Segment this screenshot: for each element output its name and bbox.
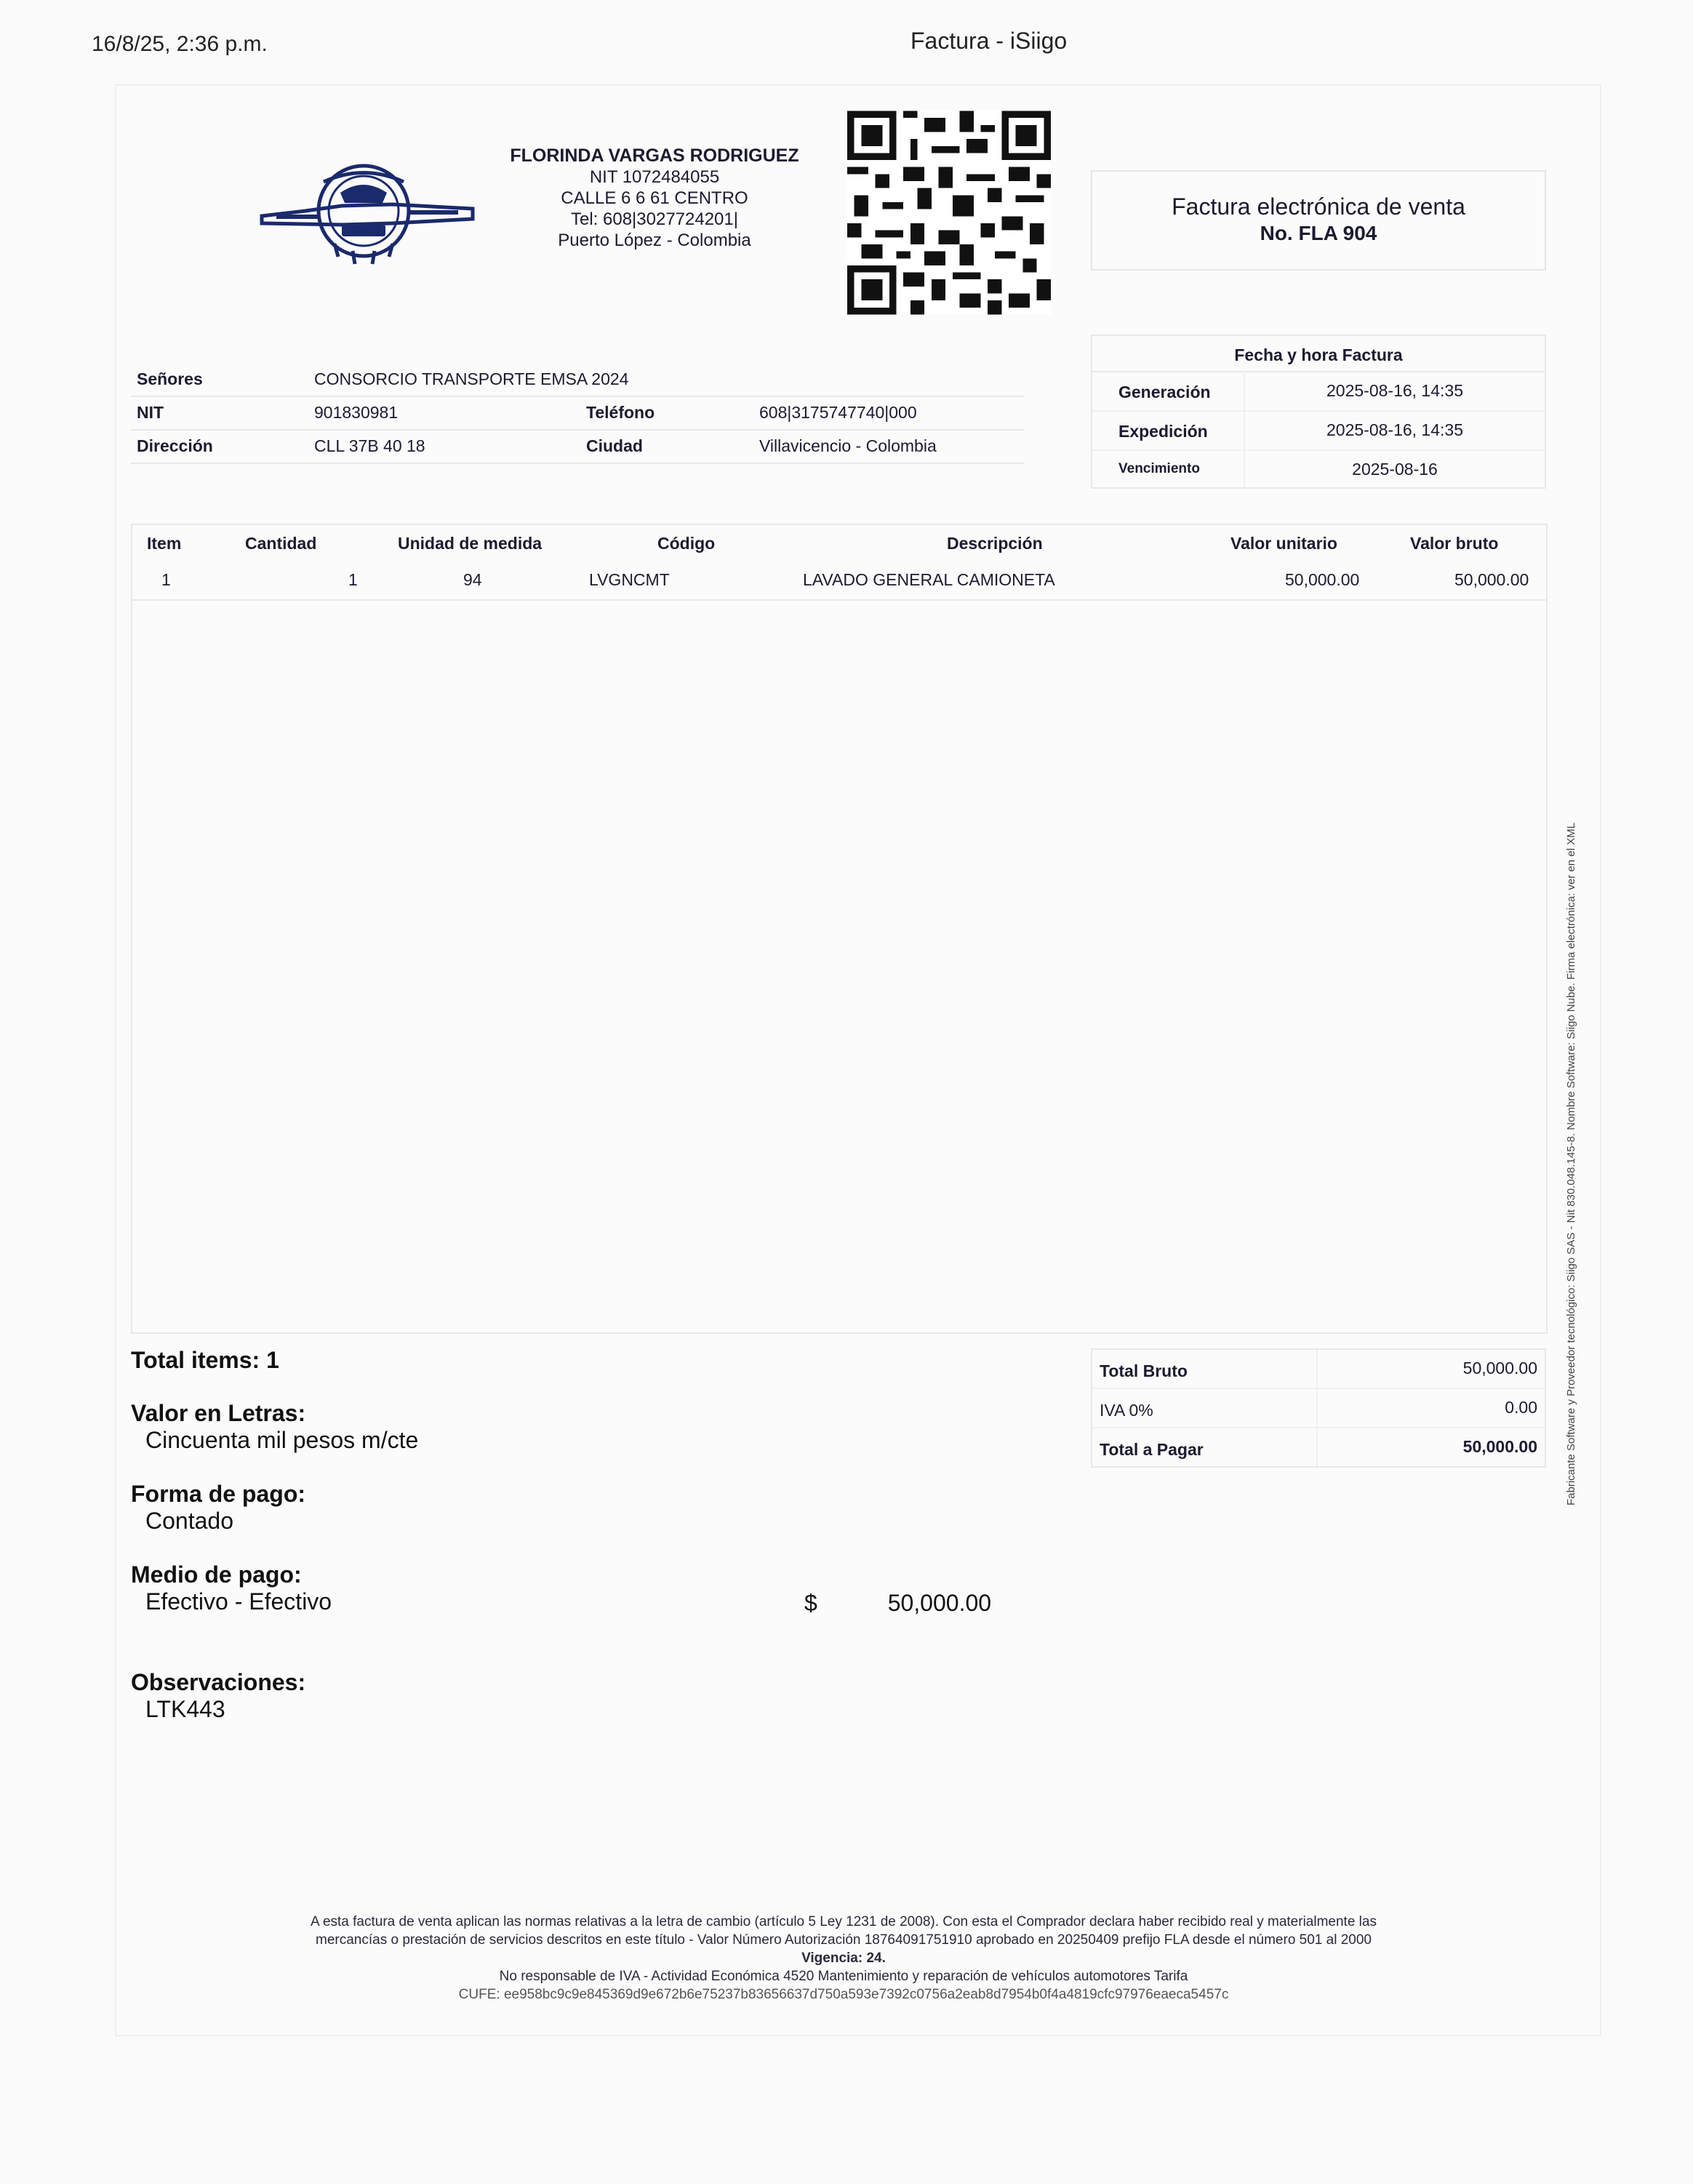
invoice-number: No. FLA 904	[1260, 222, 1377, 244]
footer-line: A esta factura de venta aplican las normas relativas a la letra de cambio (artículo 5 Ley 1231 de 2008). Con esta el Comprador declara haber recibido real y materialmente las	[311, 1914, 1377, 1929]
items-table	[131, 524, 1548, 1334]
medio-pago-value: Efectivo - Efectivo	[145, 1588, 332, 1615]
nit-value: 901830981	[314, 403, 399, 422]
expedicion-value: 2025-08-16, 14:35	[1326, 420, 1463, 439]
print-title: Factura - iSiigo	[910, 28, 1068, 54]
date-row	[1092, 412, 1545, 451]
total-bruto-label: Total Bruto	[1100, 1361, 1188, 1380]
observaciones-label: Observaciones:	[131, 1669, 306, 1695]
nit-label: NIT	[137, 403, 164, 422]
observaciones-value: LTK443	[145, 1696, 225, 1722]
col-codigo: Código	[657, 534, 716, 553]
telefono-label: Teléfono	[586, 403, 655, 422]
valor-letras-value: Cincuenta mil pesos m/cte	[145, 1427, 419, 1453]
totals-row	[1092, 1428, 1545, 1466]
qr-code	[847, 109, 1051, 316]
company-info	[502, 145, 807, 251]
medio-pago-amount	[804, 1590, 991, 1617]
row-cantidad: 1	[348, 570, 358, 589]
vencimiento-label: Vencimiento	[1118, 461, 1200, 476]
footer-line: Vigencia: 24.	[801, 1951, 886, 1966]
row-unidad: 94	[463, 570, 482, 589]
footer-line: mercancías o prestación de servicios descritos en este título - Valor Número Autorización 18764091751910 aprobado en 20250409 prefijo FLA desde el número 501 al 2000	[316, 1932, 1372, 1948]
col-valor-unitario: Valor unitario	[1230, 534, 1337, 553]
print-date: 16/8/25, 2:36 p.m.	[92, 32, 268, 56]
client-row	[131, 364, 1024, 397]
col-valor-bruto: Valor bruto	[1410, 534, 1499, 553]
forma-pago	[131, 1481, 305, 1535]
generacion-value: 2025-08-16, 14:35	[1326, 381, 1463, 400]
ciudad-label: Ciudad	[586, 436, 643, 455]
total-items: Total items: 1	[131, 1347, 279, 1373]
row-valor-unitario: 50,000.00	[1285, 570, 1360, 589]
col-descripcion: Descripción	[947, 534, 1043, 553]
company-nit: NIT 1072484055	[589, 167, 720, 187]
currency-symbol: $	[804, 1590, 817, 1616]
legal-footer	[175, 1913, 1513, 2004]
date-box-header: Fecha y hora Factura	[1092, 336, 1545, 372]
client-row	[131, 431, 1024, 464]
company-phone: Tel: 608|3027724201|	[570, 209, 738, 229]
total-bruto-value: 50,000.00	[1462, 1359, 1537, 1377]
totals-box	[1091, 1348, 1546, 1468]
client-info	[131, 364, 1024, 464]
medio-pago	[131, 1561, 332, 1615]
iva-label: IVA 0%	[1100, 1401, 1153, 1420]
invoice-title-box	[1091, 170, 1546, 271]
date-box	[1091, 335, 1546, 489]
direccion-label: Dirección	[137, 436, 213, 455]
totals-row	[1092, 1350, 1545, 1389]
row-codigo: LVGNCMT	[589, 570, 670, 589]
forma-pago-value: Contado	[145, 1508, 233, 1534]
observaciones	[131, 1669, 305, 1723]
forma-pago-label: Forma de pago:	[131, 1481, 306, 1507]
totals-row	[1092, 1389, 1545, 1428]
ciudad-value: Villavicencio - Colombia	[759, 436, 937, 455]
company-city: Puerto López - Colombia	[558, 231, 751, 250]
col-unidad: Unidad de medida	[398, 534, 543, 553]
cufe: CUFE: ee958bc9c9e845369d9e672b6e75237b83656637d750a593e7392c0756a2eab8d7954b0f4a4819cfc97976eaeca5457c	[458, 1987, 1229, 2002]
client-row	[131, 397, 1024, 431]
expedicion-label: Expedición	[1118, 422, 1208, 441]
date-row	[1092, 372, 1545, 412]
row-item: 1	[161, 570, 171, 589]
date-row	[1092, 451, 1545, 489]
generacion-label: Generación	[1118, 383, 1211, 401]
company-name: FLORINDA VARGAS RODRIGUEZ	[510, 145, 799, 166]
valor-letras-label: Valor en Letras:	[131, 1400, 306, 1426]
company-logo	[255, 149, 480, 273]
row-divider	[132, 599, 1546, 601]
medio-pago-label: Medio de pago:	[131, 1561, 302, 1588]
valor-letras	[131, 1400, 418, 1454]
company-address: CALLE 6 6 61 CENTRO	[561, 188, 748, 208]
footer-line: No responsable de IVA - Actividad Económica 4520 Mantenimiento y reparación de vehículos automotores Tarifa	[499, 1969, 1188, 1984]
software-note: Fabricante Software y Proveedor tecnológico: Siigo SAS - Nit 830.048.145-8. Nombre Software: Siigo Nube. Firma electrónica: ver en el XML	[1565, 823, 1577, 1505]
row-valor-bruto: 50,000.00	[1454, 570, 1529, 589]
amount-value: 50,000.00	[887, 1590, 992, 1616]
direccion-value: CLL 37B 40 18	[314, 436, 425, 455]
col-item: Item	[147, 534, 182, 553]
senores-value: CONSORCIO TRANSPORTE EMSA 2024	[314, 369, 629, 388]
invoice-type: Factura electrónica de venta	[1172, 193, 1465, 220]
total-pagar-value: 50,000.00	[1462, 1437, 1537, 1456]
total-pagar-label: Total a Pagar	[1100, 1440, 1204, 1459]
row-descripcion: LAVADO GENERAL CAMIONETA	[803, 570, 1055, 589]
telefono-value: 608|3175747740|000	[759, 403, 917, 422]
iva-value: 0.00	[1505, 1398, 1537, 1417]
senores-label: Señores	[137, 369, 203, 388]
vencimiento-value: 2025-08-16	[1352, 460, 1438, 479]
col-cantidad: Cantidad	[245, 534, 317, 553]
